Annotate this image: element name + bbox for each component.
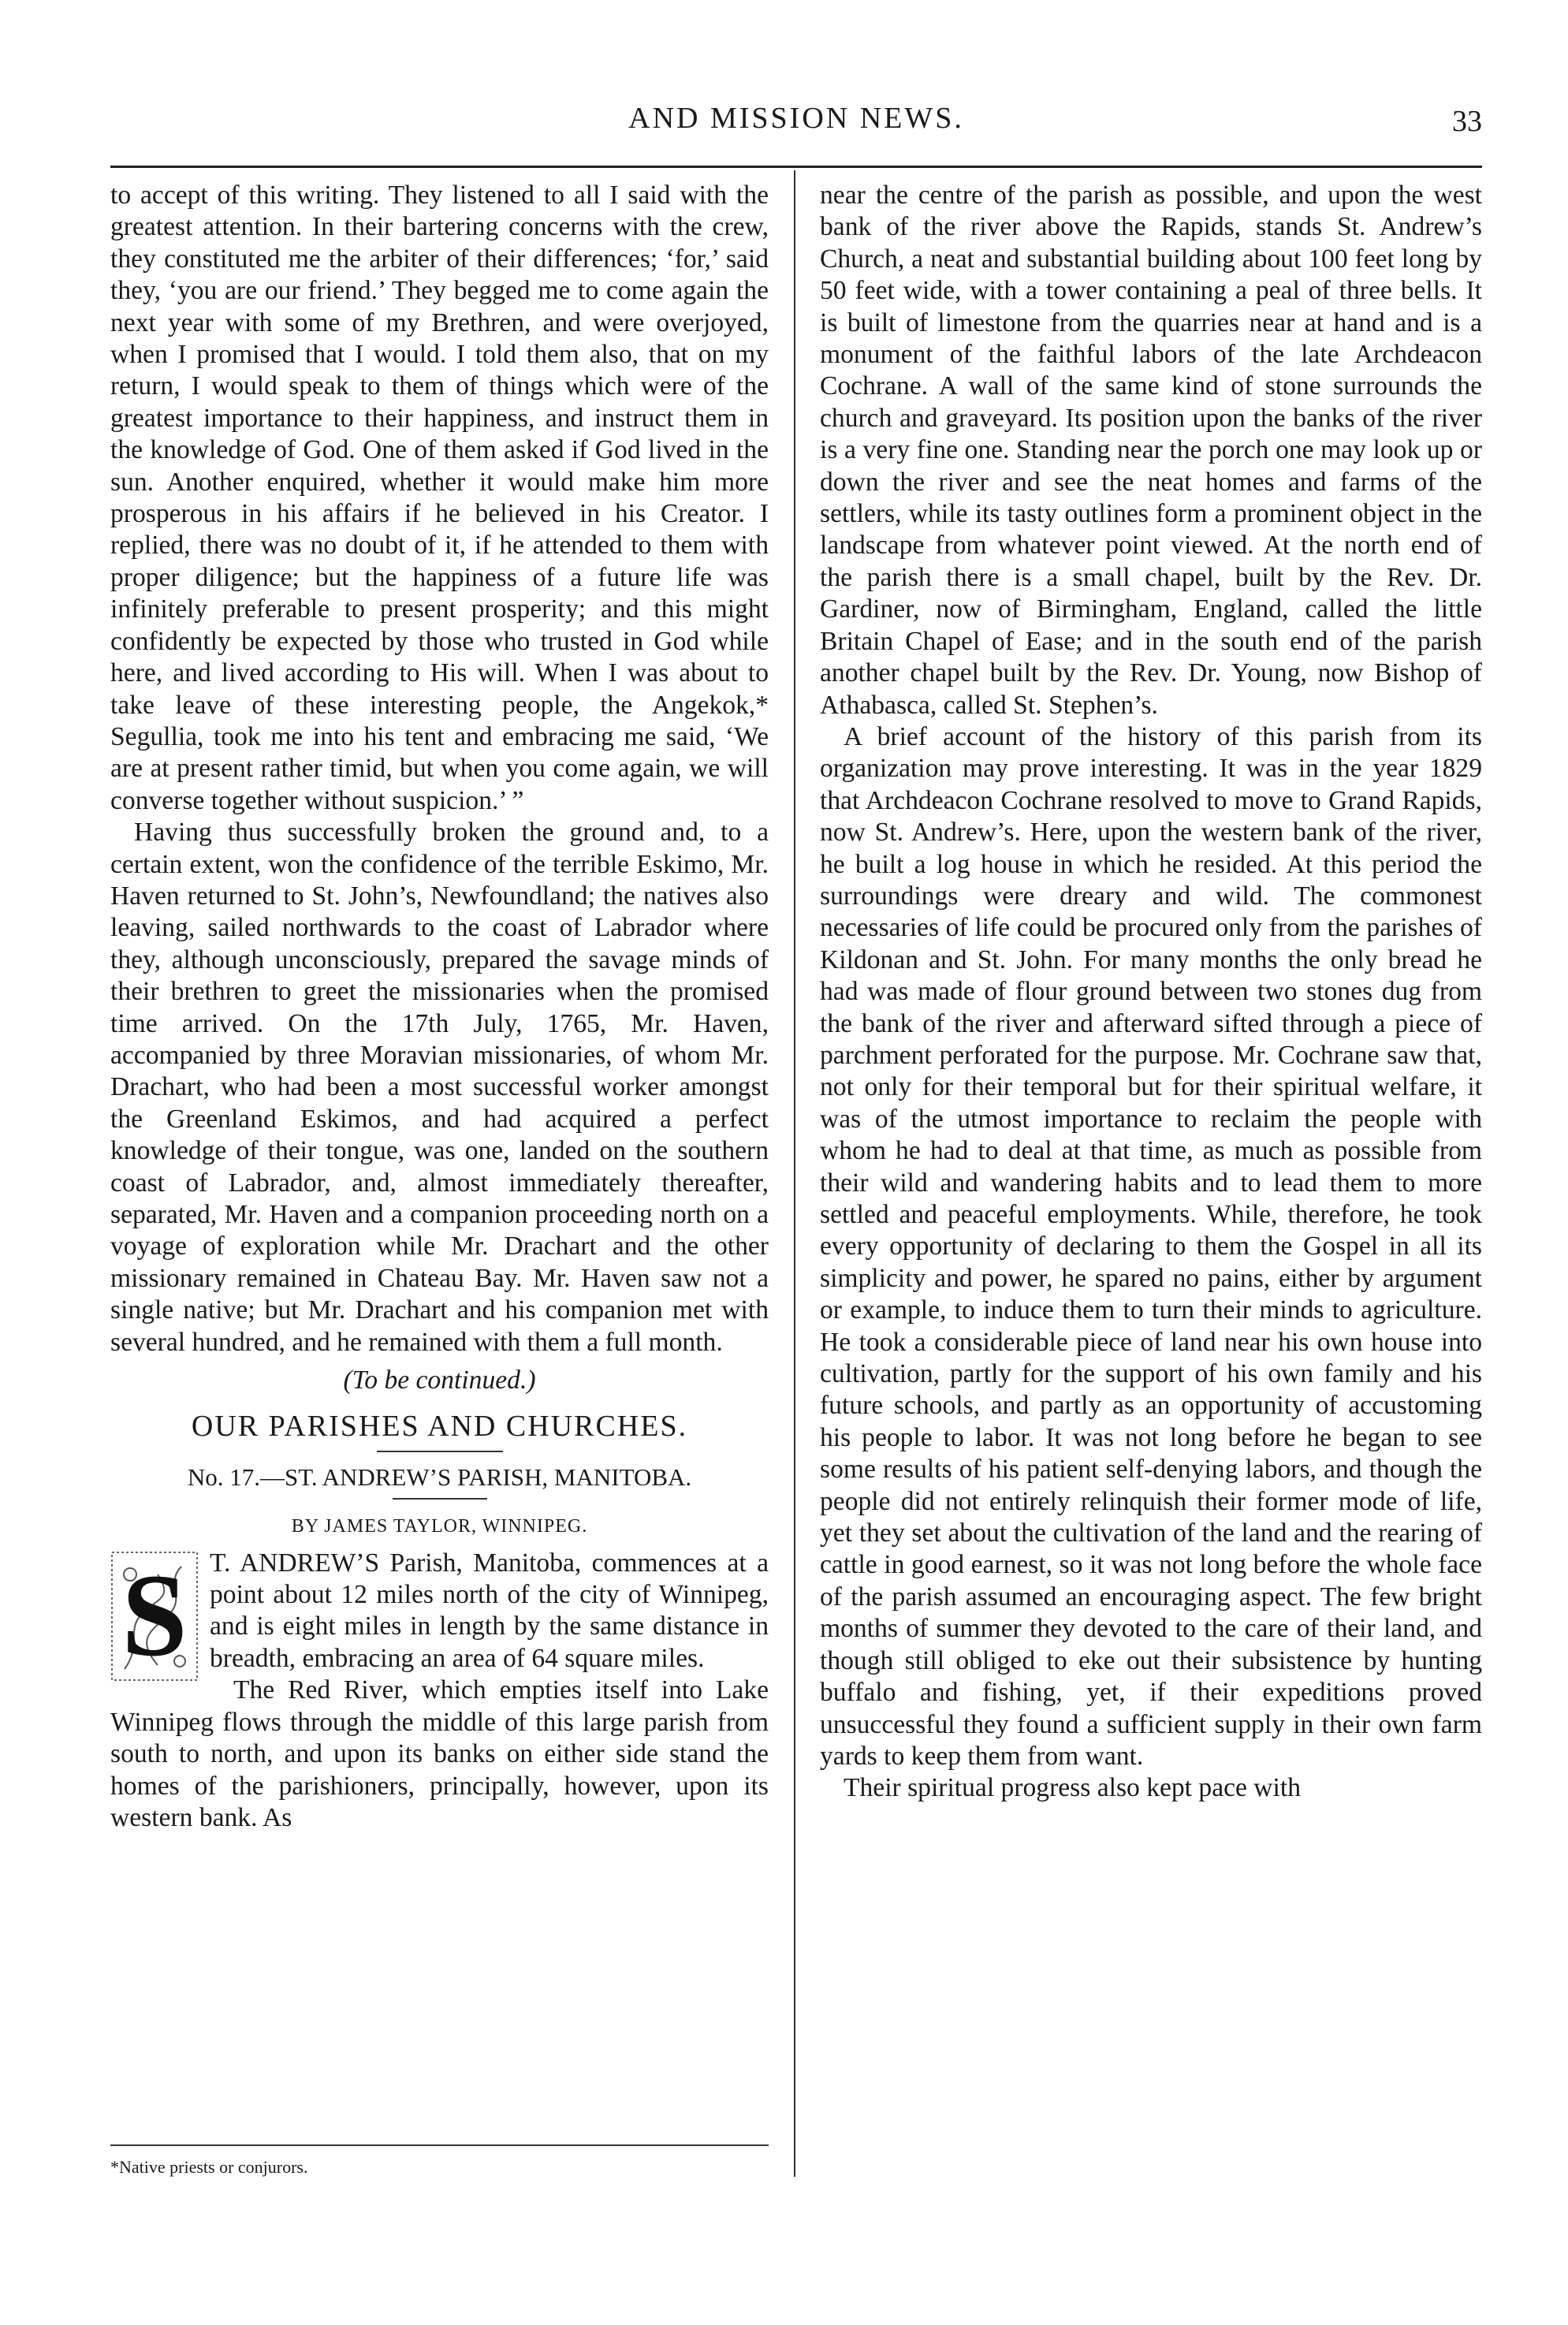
- page-number: 33: [1452, 105, 1482, 138]
- left-column: [110, 180, 769, 1834]
- footnote-rule: [110, 2144, 769, 2146]
- paragraph: Having thus successfully broken the ground and, to a certain extent, won the confidence of the terrible Eskimo, Mr. Haven returned to St. John’s, Newfoundland; the natives also leaving, sailed northwards to the coast of Labrador where they, although unconsciously, prepared the savage minds of their brethren to greet the missionaries when the promised time arrived. On the 17th July, 1765, Mr. Haven, accompanied by three Moravian missionaries, of whom Mr. Drachart, who had been a most successful worker amongst the Greenland Eskimos, and had acquired a perfect knowledge of their tongue, was one, landed on the southern coast of Labrador, and, almost immediately thereafter, separated, Mr. Haven and a companion proceeding north on a voyage of exploration while Mr. Drachart and the other missionary remained in Chateau Bay. Mr. Haven saw not a single native; but Mr. Drachart and his companion met with several hundred, and he remained with them a full month.: [110, 818, 769, 1357]
- right-column: [820, 180, 1482, 1805]
- paragraph: Their spiritual progress also kept pace with: [844, 1773, 1301, 1803]
- drop-cap-ornament-icon: [110, 1551, 199, 1682]
- footnote: *Native priests or conjurors.: [110, 2157, 308, 2177]
- decorative-drop-cap: [110, 1551, 199, 1682]
- paragraph: near the centre of the parish as possible, and upon the west bank of the river above the Rapids, stands St. Andrew’s Church, a neat and substantial building about 100 feet long by 50 feet wide, with a tower containing a peal of three bells. It is built of limestone from the quarries near at hand and is a monument of the faithful labors of the late Archdeacon Cochrane. A wall of the same kind of stone surrounds the church and graveyard. Its position upon the banks of the river is a very fine one. Standing near the porch one may look up or down the river and see the neat homes and farms of the settlers, while its tasty outlines form a prominent object in the landscape from whatever point viewed. At the north end of the parish there is a small chapel, built by the Rev. Dr. Gardiner, now of Birmingham, England, called the little Britain Chapel of Ease; and in the south end of the parish another chapel built by the Rev. Dr. Young, now Bishop of Athabasca, called St. Stephen’s.: [820, 181, 1482, 720]
- paragraph: to accept of this writing. They listened to all I said with the greatest attention. In their bartering concerns with the crew, they constituted me the arbiter of their differences; ‘for,’ said they, ‘you are our friend.’ They begged me to come again the next year with some of my Brethren, and were overjoyed, when I promised that I would. I told them also, that on my return, I would speak to them of things which were of the greatest importance to their happiness, and instruct them in the knowledge of God. One of them asked if God lived in the sun. Another enquired, whether it would make him more prosperous in his affairs if he believed in his Creator. I replied, there was no doubt of it, if he attended to them with proper diligence; but the happiness of a future life was infinitely preferable to present prosperity; and this might confidently be expected by those who trusted in God while here, and lived according to His will. When I was about to take leave of these interesting people, the Angekok,* Segullia, took me into his tent and embracing me said, ‘We are at present rather timid, but when you come again, we will converse together without suspicion.’ ”: [110, 181, 769, 815]
- drop-cap-letter: S: [121, 1550, 188, 1681]
- header-rule: [110, 166, 1482, 168]
- running-title: AND MISSION NEWS.: [628, 102, 964, 135]
- section-title: OUR PARISHES AND CHURCHES.: [191, 1410, 688, 1444]
- article-subtitle: No. 17.—ST. ANDREW’S PARISH, MANITOBA.: [187, 1462, 692, 1491]
- column-divider: [794, 170, 795, 2177]
- paragraph: The Red River, which empties itself into Lake Winnipeg flows through the middle of this large parish from south to north, and upon its banks on either side stand the homes of the parishioners, principally, however, upon its western bank. As: [110, 1675, 769, 1832]
- paragraph: A brief account of the history of this parish from its organization may prove interesting. It was in the year 1829 that Archdeacon Cochrane resolved to move to Grand Rapids, now St. Andrew’s. Here, upon the western bank of the river, he built a log house in which he resided. At this period the surroundings were dreary and wild. The commonest necessaries of life could be procured only from the parishes of Kildonan and St. John. For many months the only bread he had was made of flour ground between two stones dug from the bank of the river and afterward sifted through a piece of parchment perforated for the purpose. Mr. Cochrane saw that, not only for their temporal but for their spiritual welfare, it was of the utmost importance to reclaim the people with whom he had to deal at that time, as much as possible from their wild and wandering habits and to lead them to more settled and peaceful employments. While, therefore, he took every opportunity of declaring to them the Gospel in all its simplicity and power, he spared no pains, either by argument or example, to induce them to turn their minds to agriculture. He took a considerable piece of land near his own house into cultivation, partly for the support of his own family and his future schools, and partly as an opportunity of accustoming his people to labor. It was not long before he began to see some results of his patient self-denying labors, and though the people did not entirely relinquish their former mode of life, yet they set about the cultivation of the land and the rearing of cattle in good earnest, so it was not long before the whole face of the parish assumed an encouraging aspect. The few bright months of summer they devoted to the care of their land, and though still obliged to eke out their subsistence by hunting buffalo and fishing, yet, if their expeditions proved unsuccessful they found a sufficient supply in their own farm yards to keep them from want.: [820, 721, 1482, 1771]
- byline: BY JAMES TAYLOR, WINNIPEG.: [291, 1516, 588, 1537]
- page-header: [110, 101, 1482, 148]
- opening-text: T. ANDREW’S Parish, Manitoba, commences at a point about 12 miles north of the city of Winnipeg, and is eight miles in length by the same distance in breadth, embracing an area of 64 square miles.: [210, 1548, 769, 1673]
- opening-paragraph: [110, 1548, 769, 1681]
- continued-note: (To be continued.): [343, 1366, 536, 1395]
- subtitle-rule: [393, 1498, 487, 1500]
- title-rule: [377, 1451, 503, 1452]
